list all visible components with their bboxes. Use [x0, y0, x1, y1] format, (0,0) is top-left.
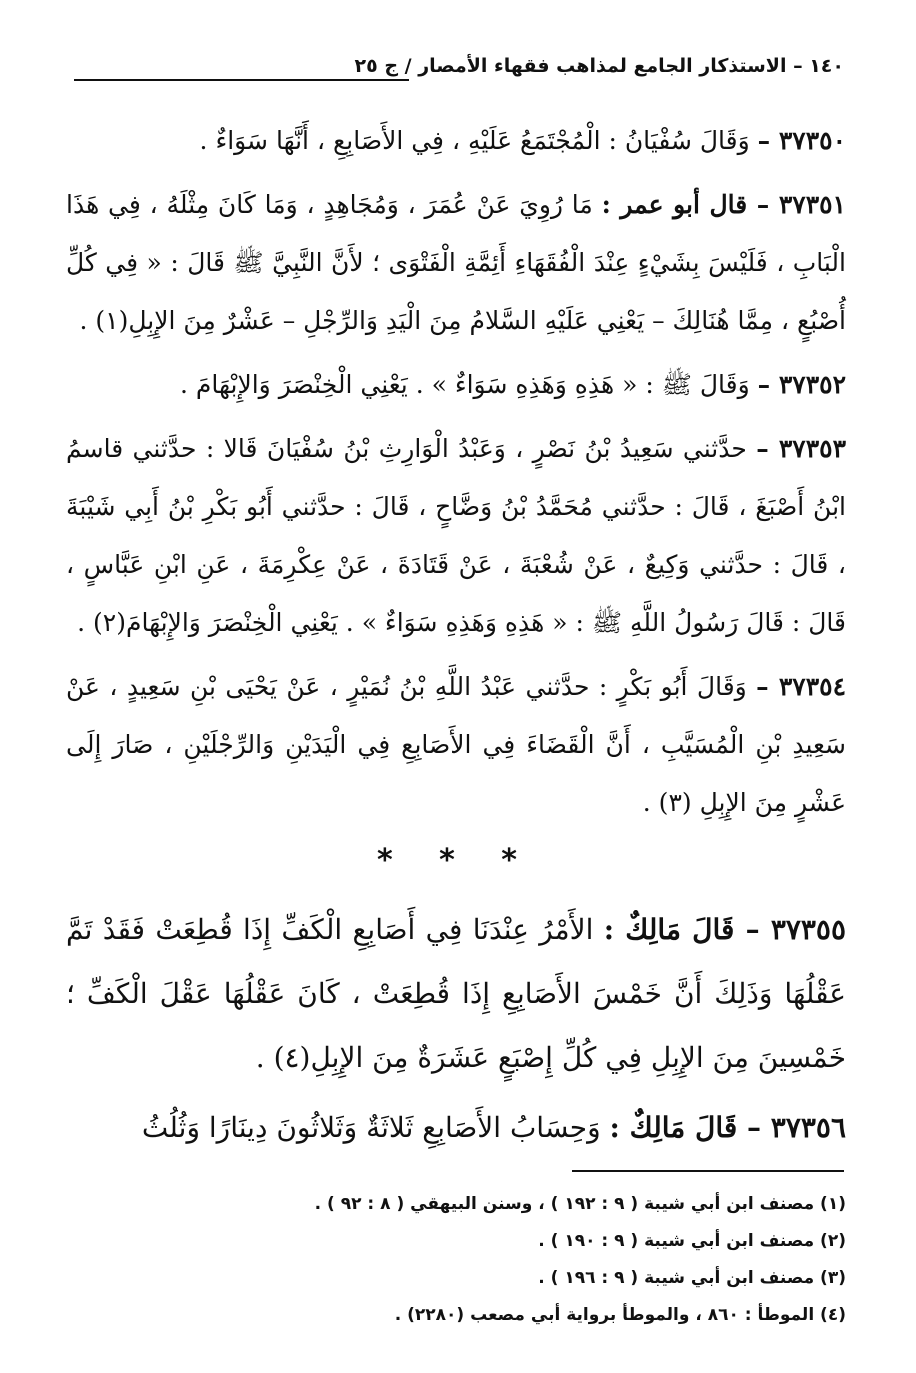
paragraph-lead: قَالَ مَالِكٌ : — [609, 1111, 748, 1144]
paragraph-number: ٣٧٣٥٥ – — [745, 913, 847, 946]
paragraph-37354 — [66, 658, 846, 832]
paragraph-37350 — [66, 112, 846, 170]
paragraph-number: ٣٧٣٥١ – — [756, 190, 846, 219]
paragraph-lead: قَالَ مَالِكٌ : — [603, 913, 746, 946]
paragraph-number: ٣٧٣٥٢ – — [757, 370, 846, 399]
paragraph-text: مَا رُوِيَ عَنْ عُمَرَ ، وَمُجَاهِدٍ ، وَمَا كَانَ مِثْلَهُ ، فِي هَذَا الْبَابِ ، فَلَيْسَ بِشَيْءٍ عِنْدَ الْفُقَهَاءِ أَئِمَّةِ الْفَتْوَى ؛ لأَنَّ النَّبِيَّ ﷺ قَالَ : « فِي كُلِّ أُصْبُعٍ ، مِمَّا هُنَالِكَ – يَعْنِي عَلَيْهِ السَّلامُ مِنَ الْيَدِ وَالرِّجْلِ – عَشْرٌ مِنَ الإِبِلِ(١) . — [66, 190, 846, 335]
paragraph-number: ٣٧٣٥٤ – — [756, 672, 846, 701]
paragraph-text: الأَمْرُ عِنْدَنَا فِي أَصَابِعِ الْكَفِّ إِذَا قُطِعَتْ فَقَدْ تَمَّ عَقْلُهَا وَذَلِكَ أَنَّ خَمْسَ الأَصَابِعِ إِذَا قُطِعَتْ ، كَانَ عَقْلُهَا عَقْلَ الْكَفِّ ؛ خَمْسِينَ مِنَ الإِبِلِ فِي كُلِّ إِصْبَعٍ عَشَرَةٌ مِنَ الإِبِلِ(٤) . — [66, 913, 846, 1074]
footnotes — [66, 1186, 846, 1334]
paragraph-37352 — [66, 356, 846, 414]
paragraph-lead: قال أبو عمر : — [601, 190, 757, 219]
header-rule — [74, 79, 409, 81]
paragraph-text: وَحِسَابُ الأَصَابِعِ ثَلاثَةٌ وَثَلاثُونَ دِينَارًا وَثُلُثُ — [141, 1111, 610, 1144]
footnote-2: (٢) مصنف ابن أبي شيبة ( ٩ : ١٩٠ ) . — [538, 1231, 846, 1251]
paragraph-number: ٣٧٣٥٦ – — [747, 1111, 846, 1144]
paragraph-37355 — [66, 898, 846, 1090]
footnote-1: (١) مصنف ابن أبي شيبة ( ٩ : ١٩٢ ) ، وسنن البيهقي ( ٨ : ٩٢ ) . — [314, 1194, 846, 1214]
running-header — [74, 55, 844, 91]
paragraph-37353 — [66, 420, 846, 652]
paragraph-37356 — [66, 1096, 846, 1160]
footnote-rule — [572, 1170, 844, 1172]
paragraph-number: ٣٧٣٥٠ – — [757, 126, 846, 155]
paragraph-37351 — [66, 176, 846, 350]
footnote-3: (٣) مصنف ابن أبي شيبة ( ٩ : ١٩٦ ) . — [538, 1268, 846, 1288]
paragraph-text: وَقَالَ سُفْيَانُ : الْمُجْتَمَعُ عَلَيْهِ ، فِي الأَصَابِعِ ، أَنَّهَا سَوَاءٌ . — [199, 126, 758, 155]
paragraph-number: ٣٧٣٥٣ – — [756, 434, 846, 463]
footnote-4: (٤) الموطأ : ٨٦٠ ، والموطأ برواية أبي مصعب (٢٢٨٠) . — [394, 1305, 846, 1325]
paragraph-text: وَقَالَ أَبُو بَكْرٍ : حدَّثني عَبْدُ اللَّهِ بْنُ نُمَيْرٍ ، عَنْ يَحْيَى بْنِ سَعِيدٍ ، عَنْ سَعِيدِ بْنِ الْمُسَيَّبِ ، أَنَّ الْقَضَاءَ فِي الأَصَابِعِ فِي الْيَدَيْنِ وَالرِّجْلَيْنِ ، صَارَ إِلَى عَشْرٍ مِنَ الإِبِلِ (٣) . — [66, 672, 846, 817]
main-text — [66, 112, 846, 1166]
header-title: ١٤٠ – الاستذكار الجامع لمذاهب فقهاء الأمصار / ج ٢٥ — [354, 55, 844, 77]
section-divider: * * * — [377, 843, 535, 878]
paragraph-text: حدَّثني سَعِيدُ بْنُ نَصْرٍ ، وَعَبْدُ الْوَارِثِ بْنُ سُفْيَانَ قَالا : حدَّثني قاسمُ ابْنُ أَصْبَغَ ، قَالَ : حدَّثني مُحَمَّدُ بْنُ وَضَّاحٍ ، قَالَ : حدَّثني أَبُو بَكْرِ بْنُ أَبِي شَيْبَةَ ، قَالَ : حدَّثني وَكِيعٌ ، عَنْ شُعْبَةَ ، عَنْ قَتَادَةَ ، عَنْ عِكْرِمَةَ ، عَنِ ابْنِ عَبَّاسٍ ، قَالَ : قَالَ رَسُولُ اللَّهِ ﷺ : « هَذِهِ وَهَذِهِ سَوَاءٌ » . يَعْنِي الْخِنْصَرَ وَالإِبْهَامَ(٢) . — [66, 434, 846, 637]
paragraph-text: وَقَالَ ﷺ : « هَذِهِ وَهَذِهِ سَوَاءٌ » . يَعْنِي الْخِنْصَرَ وَالإِبْهَامَ . — [180, 370, 758, 399]
